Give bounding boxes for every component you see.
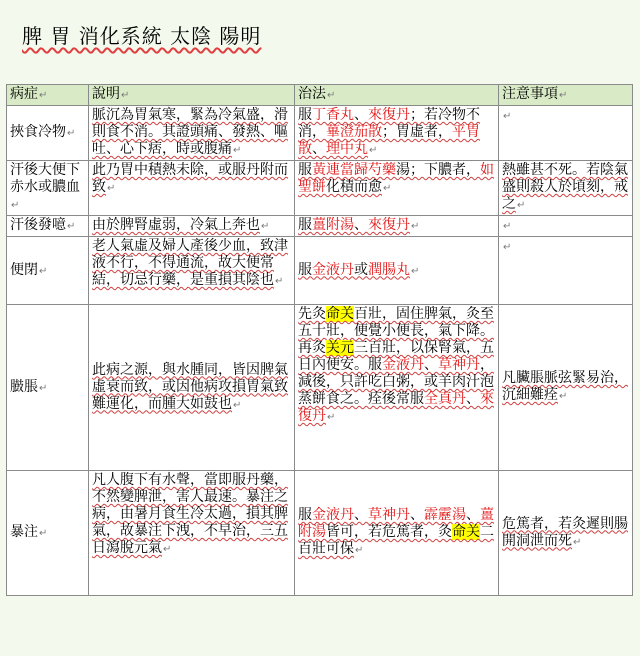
treatment-text: 服 — [298, 107, 312, 123]
treatment-text: ，減後，只許吃白粥，或羊肉汁泡蒸餅食之。痊後常服 — [298, 357, 494, 407]
notes-cell: 熱雖甚不死。若陰氣盛則殺人於頃刻，戒之↵ — [499, 161, 633, 216]
treatment-text: 或 — [354, 261, 368, 278]
notes-cell: 凡臟脹脈弦緊易治，沉細難痊↵ — [499, 305, 633, 471]
table-row — [7, 161, 633, 216]
notes-cell: ↵ — [499, 237, 633, 305]
treatment-text: 百壯，固住脾氣，灸至五十壯，便覺小便長，氣下降。再灸 — [298, 306, 494, 356]
description-cell: 老人氣虛及婦人產後少血，致津液不行，不得通流，故大便常結，切忌行藥，是重損其陰也↵ — [89, 237, 295, 305]
remedy-name: 來復丹 — [368, 107, 410, 123]
remedy-name: 理中丸 — [326, 141, 368, 157]
description-text: 由於脾腎虛弱，冷氣上奔也 — [92, 217, 260, 233]
description-cell: 脈沉為胃氣寒，緊為冷氣盛，滑則食不消。其證頭痛、發熱、嘔吐、心下痞，時或腹痛↵ — [89, 106, 295, 161]
treatment-cell: 服金液丹、草神丹、霹靂湯、薑附湯皆可，若危篤者，灸命关二百壯可保↵ — [295, 471, 499, 596]
symptom-cell: 汗後發噫↵ — [7, 216, 89, 237]
header-notes: 注意事項↵ — [499, 85, 633, 106]
notes-text: 危篤者，若灸遲則腸開洞泄而死 — [502, 515, 628, 549]
description-text: 此病之源，與水腫同，皆因脾氣虛衰而致，或因他病攻損胃氣致難運化，而腫大如鼓也 — [92, 361, 288, 412]
remedy-name: 來復丹 — [368, 217, 410, 233]
remedy-name: 薑附湯 — [298, 507, 494, 540]
symptom-cell: 汗後大便下赤水或膿血↵ — [7, 161, 89, 216]
notes-cell: ↵ — [499, 216, 633, 237]
remedy-name: 金液丹 — [382, 357, 424, 373]
description-cell: 由於脾腎虛弱，冷氣上奔也↵ — [89, 216, 295, 237]
remedy-name: 霹靂湯 — [424, 507, 466, 523]
table-row — [7, 216, 633, 237]
treatment-text: 、 — [466, 391, 480, 407]
description-text: 脈沉為胃氣寒，緊為冷氣盛，滑則食不消。其證頭痛、發熱、嘔吐、心下痞，時或腹痛 — [92, 107, 288, 157]
description-text: 此乃胃中積熱未除，或服丹附而致 — [92, 162, 288, 195]
remedy-name: 黃連當歸芍藥 — [312, 162, 396, 178]
description-cell: 此病之源，與水腫同，皆因脾氣虛衰而致，或因他病攻損胃氣致難運化，而腫大如鼓也↵ — [89, 305, 295, 471]
treatment-text: 、 — [424, 357, 438, 373]
description-cell: 凡人腹下有水聲，當即服丹藥，不然變脾泄，害人最速。暴注之病，由暑月食生冷太過，損其脾氣，故暴注下洩，不早治，三五日瀉脫元氣↵ — [89, 471, 295, 596]
treatment-text: 、 — [354, 107, 368, 123]
treatment-text: 三百壯，以保腎氣，五日內便安。服 — [298, 340, 494, 373]
remedy-name: 金液丹 — [312, 507, 354, 523]
treatment-text: 服 — [298, 507, 312, 523]
remedy-name: 薑附湯 — [312, 217, 354, 233]
symptom-name: 汗後大便下赤水或膿血 — [10, 162, 80, 195]
table-body — [7, 106, 633, 596]
header-row — [7, 85, 633, 106]
remedy-name: 來復丹 — [298, 391, 494, 424]
symptom-name: 便閉 — [10, 261, 38, 278]
description-cell: 此乃胃中積熱未除，或服丹附而致↵ — [89, 161, 295, 216]
treatment-text: 皆可，若危篤者，灸 — [326, 524, 452, 540]
notes-text: 熱雖甚不死。若陰氣盛則殺人於頃刻，戒之 — [502, 162, 628, 212]
symptom-name: 暴注 — [10, 524, 38, 540]
treatment-text: 、 — [354, 217, 368, 233]
treatment-text: ；胃虛者， — [382, 124, 452, 140]
treatment-cell: 服金液丹或潤腸丸↵ — [295, 237, 499, 305]
table-header — [7, 85, 633, 106]
treatment-text: 服 — [298, 261, 312, 278]
treatment-text: 、 — [354, 507, 368, 523]
remedy-name: 丁香丸 — [312, 107, 354, 123]
symptom-cell: 暴注↵ — [7, 471, 89, 596]
remedy-name: 潤腸丸 — [368, 261, 410, 278]
treatment-text: 先灸 — [298, 306, 326, 322]
symptom-name: 汗後發噫 — [10, 217, 66, 233]
treatment-cell: 服黃連當歸芍藥湯；下膿者，如聖餅化積而愈↵ — [295, 161, 499, 216]
treatment-cell: 先灸命关百壯，固住脾氣，灸至五十壯，便覺小便長，氣下降。再灸关元三百壯，以保腎氣，五日內便安。服金液丹、草神丹，減後，只許吃白粥，或羊肉汁泡蒸餅食之。痊後常服全真丹、來復丹↵ — [295, 305, 499, 471]
treatment-text: 化積而愈 — [326, 179, 382, 195]
table-row — [7, 106, 633, 161]
remedy-name: 平胃散 — [298, 124, 480, 157]
treatment-text: 、 — [312, 141, 326, 157]
header-symptom: 病症↵ — [7, 85, 89, 106]
table-row — [7, 471, 633, 596]
description-text: 老人氣虛及婦人產後少血，致津液不行，不得通流，故大便常結，切忌行藥，是重損其陰也 — [92, 238, 288, 288]
page-title: 脾 胃 消化系統 太陰 陽明 — [22, 24, 262, 48]
symptom-cell: 挾食冷物↵ — [7, 106, 89, 161]
notes-cell: ↵ — [499, 106, 633, 161]
remedy-name: 草神丹 — [438, 357, 480, 373]
symptom-name: 挾食冷物 — [10, 124, 66, 140]
treatment-text: 服 — [298, 162, 312, 178]
treatment-text: 服 — [298, 217, 312, 233]
table-row — [7, 305, 633, 471]
treatment-text: 湯；下膿者， — [396, 162, 480, 178]
acupoint-highlight: 命关 — [326, 306, 354, 322]
treatment-cell: 服丁香丸、來復丹；若冷物不消，蓽澄茄散；胃虛者，平胃散、理中丸↵ — [295, 106, 499, 161]
remedy-name: 金液丹 — [312, 261, 354, 278]
acupoint-highlight: 关元 — [326, 340, 354, 356]
remedy-name: 草神丹 — [368, 507, 410, 523]
header-description: 說明↵ — [89, 85, 295, 106]
symptom-name: 臌脹 — [10, 378, 38, 395]
remedy-name: 全真丹 — [424, 391, 466, 407]
treatment-cell: 服薑附湯、來復丹↵ — [295, 216, 499, 237]
symptom-cell: 臌脹↵ — [7, 305, 89, 471]
treatment-text: 二百壯可保 — [298, 524, 494, 557]
header-treatment: 治法↵ — [295, 85, 499, 106]
symptom-cell: 便閉↵ — [7, 237, 89, 305]
notes-text: 凡臟脹脈弦緊易治，沉細難痊 — [502, 370, 628, 403]
acupoint-highlight: 命关 — [452, 524, 480, 540]
treatment-text: 、 — [410, 507, 424, 523]
treatment-text: ；若冷物不消， — [298, 107, 480, 140]
description-text: 凡人腹下有水聲，當即服丹藥，不然變脾泄，害人最速。暴注之病，由暑月食生冷太過，損其脾氣，故暴注下洩，不早治，三五日瀉脫元氣 — [92, 472, 288, 556]
notes-cell: 危篤者，若灸遲則腸開洞泄而死↵ — [499, 471, 633, 596]
table-row — [7, 237, 633, 305]
symptom-table — [6, 84, 633, 596]
remedy-name: 如聖餅 — [298, 162, 494, 195]
treatment-text: 、 — [466, 507, 480, 523]
remedy-name: 蓽澄茄散 — [326, 124, 382, 140]
